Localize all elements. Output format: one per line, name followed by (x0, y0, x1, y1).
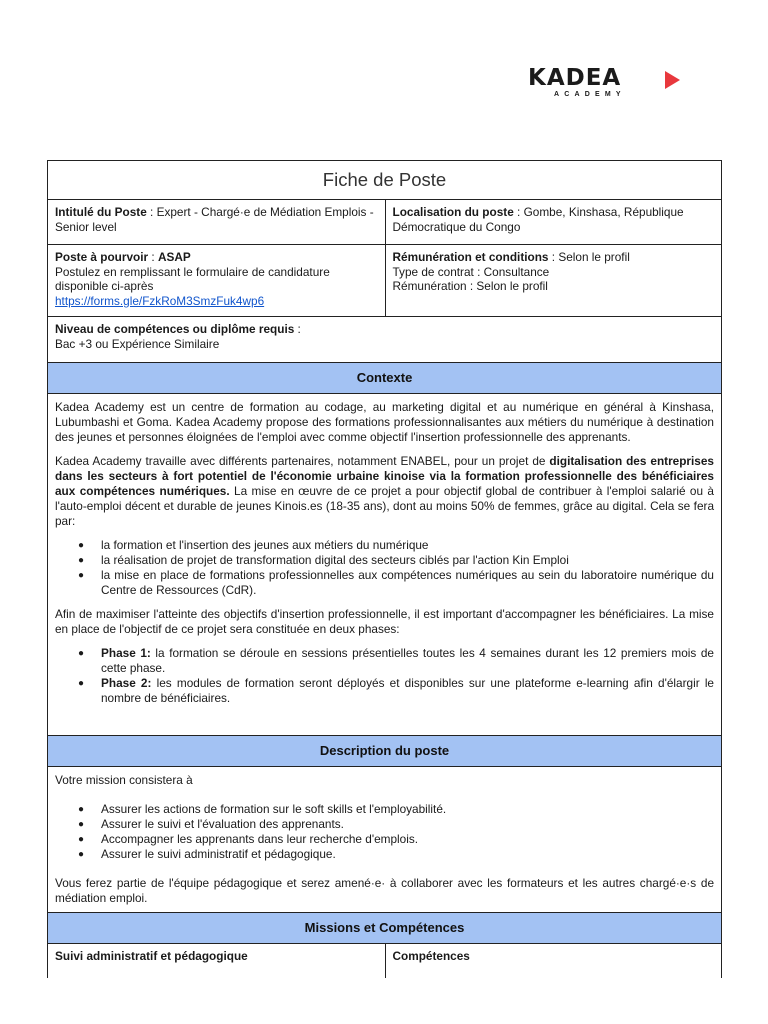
description-body (48, 767, 721, 912)
skills-level-row (48, 317, 721, 363)
position-cell: Poste à pourvoir : ASAP Postulez en remplissant le formulaire de candidature disponible ci-après https://forms.gle/FzkRoM3SmzFuk4wp6 (55, 250, 330, 308)
description-outro: Vous ferez partie de l'équipe pédagogique et serez amené·e· à collaborer avec les formateurs et les autres chargé·e·s de médiation emploi. (55, 876, 714, 905)
logo-wordmark: KADEA (528, 65, 622, 91)
mission-bullet-list (55, 802, 714, 862)
list-item: ● Phase 2: les modules de formation seront déployés et disponibles sur une plateforme e-learning afin d'élargir le nombre de bénéficiaires. (55, 676, 714, 706)
title-row (48, 161, 721, 200)
list-item: ● Assurer le suivi et l'évaluation des apprenants. (55, 817, 714, 832)
location-label: Localisation du poste (392, 205, 514, 219)
contract-type: Type de contrat : Consultance (392, 264, 550, 279)
list-item: ● Phase 1: la formation se déroule en sessions présentielles toutes les 4 semaines durant les 12 premiers mois de cette phase. (55, 646, 714, 676)
position-value: ASAP (157, 250, 191, 264)
context-paragraph-1: Kadea Academy est un centre de formation au codage, au marketing digital et au numérique en général à Kinshasa, Lubumbashi et Goma. Kadea Academy propose des formations professionnalisantes aux métiers du numérique à destination des jeunes et personnes éloignées de l'emploi avec comme objectif l'insertion professionnelle des apprenants. (55, 400, 714, 444)
context-paragraph-3: Afin de maximiser l'atteinte des objectifs d'insertion professionnelle, il est important d'accompagner les bénéficiaires. La mise en place de l'objectif de ce projet sera constituée en deux phases: (55, 607, 714, 636)
remuneration-cell (385, 245, 722, 316)
remuneration-value: : Selon le profil (548, 250, 630, 264)
section-heading-context: Contexte (48, 363, 721, 393)
context-body (48, 394, 721, 735)
context-paragraph-2: Kadea Academy travaille avec différents partenaires, notamment ENABEL, pour un projet de digitalisation des entreprises dans les secteurs à fort potentiel de l'économie urbaine kinoise via la formation professionnelle des bénéficiaires aux compétences numériques. La mise en œuvre de ce projet a pour objectif global de contribuer à l'emploi salarié ou à l'auto-emploi décent et durable de jeunes Kinois.es (18-35 ans), dont au moins 50% de femmes, grâce au digital. Cela se fera par: (55, 454, 714, 528)
logo-subtitle: ACADEMY (554, 91, 626, 98)
list-item: ● Assurer les actions de formation sur le soft skills et l'employabilité. (55, 802, 714, 817)
application-form-link[interactable]: https://forms.gle/FzkRoM3SmzFuk4wp6 (55, 293, 265, 308)
context-body-row (48, 394, 721, 736)
description-heading-row (48, 736, 721, 767)
description-body-row (48, 767, 721, 913)
missions-columns-row (48, 944, 721, 978)
list-item: ● Assurer le suivi administratif et pédagogique. (55, 847, 714, 862)
remuneration-label: Rémunération et conditions (392, 250, 549, 264)
skills-level-label: Niveau de compétences ou diplôme requis (55, 322, 295, 336)
job-info-row (48, 200, 721, 245)
job-title-label: Intitulé du Poste (55, 205, 147, 219)
competences-label: Compétences (392, 949, 470, 963)
skills-level-value: Bac +3 ou Expérience Similaire (55, 336, 220, 351)
list-item: ● la réalisation de projet de transformation digital des secteurs ciblés par l'action Kin Emploi (55, 553, 714, 568)
list-item: ● la mise en place de formations professionnelles aux compétences numériques au sein du laboratoire numérique du Centre de Ressources (CdR). (55, 568, 714, 598)
location-cell (385, 200, 722, 244)
kadea-logo (528, 66, 688, 102)
section-heading-description: Description du poste (48, 736, 721, 766)
play-triangle-icon (663, 70, 681, 90)
missions-heading-row (48, 913, 721, 944)
location-value: : Gombe, Kinshasa, République Démocratique du Congo (392, 205, 684, 234)
admin-followup-cell (48, 944, 385, 978)
position-label: Poste à pourvoir (55, 250, 149, 264)
apply-instruction: Postulez en remplissant le formulaire de candidature disponible ci-après (55, 264, 330, 293)
remuneration-detail: Rémunération : Selon le profil (392, 279, 548, 293)
list-item: ● la formation et l'insertion des jeunes aux métiers du numérique (55, 538, 714, 553)
position-row (48, 245, 721, 317)
list-item: ● Accompagner les apprenants dans leur recherche d'emplois. (55, 832, 714, 847)
job-sheet-table (47, 160, 722, 978)
context-bullet-list (55, 538, 714, 598)
competences-cell (385, 944, 722, 978)
section-heading-missions: Missions et Compétences (48, 913, 721, 943)
skills-level-cell: Niveau de compétences ou diplôme requis : Bac +3 ou Expérience Similaire (55, 322, 301, 351)
document-title: Fiche de Poste (322, 169, 447, 190)
context-heading-row (48, 363, 721, 394)
job-title-value: : Expert - Chargé·e de Médiation Emplois - Senior level (55, 205, 374, 234)
job-title-cell (48, 200, 385, 244)
description-intro: Votre mission consistera à (55, 773, 193, 787)
admin-followup-label: Suivi administratif et pédagogique (55, 949, 248, 963)
phases-list (55, 646, 714, 706)
